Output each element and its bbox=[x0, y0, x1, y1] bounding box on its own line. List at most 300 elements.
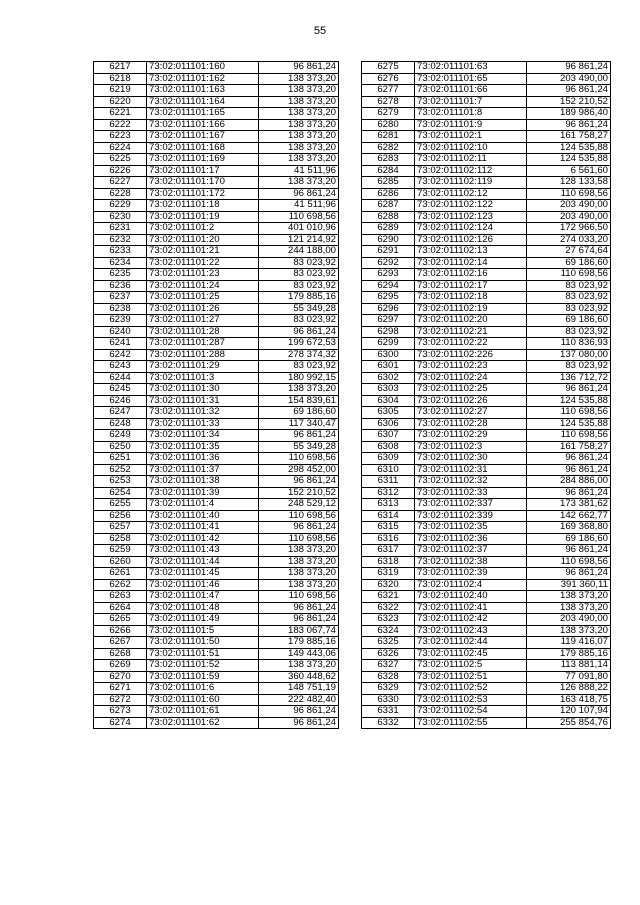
table-row bbox=[94, 418, 339, 430]
value-cell: 121 214,92 bbox=[259, 234, 339, 246]
table-row bbox=[362, 246, 611, 258]
row-number-cell: 6234 bbox=[94, 257, 147, 269]
row-number-cell: 6304 bbox=[362, 395, 415, 407]
right-table bbox=[361, 61, 611, 729]
row-number-cell: 6257 bbox=[94, 522, 147, 534]
value-cell: 110 836,93 bbox=[527, 338, 611, 350]
table-row bbox=[94, 326, 339, 338]
row-number-cell: 6277 bbox=[362, 85, 415, 97]
cadastral-number-cell: 73:02:011101:34 bbox=[147, 430, 259, 442]
cadastral-number-cell: 73:02:011102:123 bbox=[415, 211, 527, 223]
row-number-cell: 6264 bbox=[94, 602, 147, 614]
table-row bbox=[362, 556, 611, 568]
cadastral-number-cell: 73:02:011102:51 bbox=[415, 671, 527, 683]
table-row bbox=[94, 717, 339, 729]
cadastral-number-cell: 73:02:011101:66 bbox=[415, 85, 527, 97]
cadastral-number-cell: 73:02:011102:42 bbox=[415, 614, 527, 626]
table-row bbox=[362, 648, 611, 660]
row-number-cell: 6233 bbox=[94, 246, 147, 258]
cadastral-number-cell: 73:02:011101:167 bbox=[147, 131, 259, 143]
table-row bbox=[94, 154, 339, 166]
value-cell: 274 033,20 bbox=[527, 234, 611, 246]
value-cell: 154 839,61 bbox=[259, 395, 339, 407]
table-row bbox=[362, 234, 611, 246]
row-number-cell: 6282 bbox=[362, 142, 415, 154]
row-number-cell: 6279 bbox=[362, 108, 415, 120]
row-number-cell: 6239 bbox=[94, 315, 147, 327]
value-cell: 83 023,92 bbox=[259, 315, 339, 327]
value-cell: 179 885,16 bbox=[259, 637, 339, 649]
row-number-cell: 6285 bbox=[362, 177, 415, 189]
value-cell: 138 373,20 bbox=[259, 85, 339, 97]
value-cell: 152 210,52 bbox=[259, 487, 339, 499]
table-row bbox=[362, 568, 611, 580]
value-cell: 55 349,28 bbox=[259, 303, 339, 315]
value-cell: 96 861,24 bbox=[527, 545, 611, 557]
row-number-cell: 6303 bbox=[362, 384, 415, 396]
table-row bbox=[362, 303, 611, 315]
value-cell: 69 186,60 bbox=[259, 407, 339, 419]
row-number-cell: 6240 bbox=[94, 326, 147, 338]
table-row bbox=[362, 591, 611, 603]
table-row bbox=[362, 706, 611, 718]
cadastral-number-cell: 73:02:011101:162 bbox=[147, 73, 259, 85]
row-number-cell: 6300 bbox=[362, 349, 415, 361]
row-number-cell: 6250 bbox=[94, 441, 147, 453]
row-number-cell: 6320 bbox=[362, 579, 415, 591]
value-cell: 96 861,24 bbox=[527, 62, 611, 74]
value-cell: 96 861,24 bbox=[259, 476, 339, 488]
cadastral-number-cell: 73:02:011101:46 bbox=[147, 579, 259, 591]
value-cell: 83 023,92 bbox=[527, 280, 611, 292]
value-cell: 110 698,56 bbox=[259, 453, 339, 465]
table-row bbox=[362, 614, 611, 626]
cadastral-number-cell: 73:02:011102:44 bbox=[415, 637, 527, 649]
cadastral-number-cell: 73:02:011101:164 bbox=[147, 96, 259, 108]
table-row bbox=[94, 234, 339, 246]
table-row bbox=[362, 510, 611, 522]
cadastral-number-cell: 73:02:011101:35 bbox=[147, 441, 259, 453]
table-row bbox=[362, 269, 611, 281]
table-row bbox=[362, 154, 611, 166]
table-row bbox=[362, 407, 611, 419]
table-row bbox=[362, 372, 611, 384]
cadastral-number-cell: 73:02:011102:28 bbox=[415, 418, 527, 430]
row-number-cell: 6266 bbox=[94, 625, 147, 637]
table-row bbox=[94, 637, 339, 649]
table-row bbox=[94, 568, 339, 580]
table-row bbox=[362, 292, 611, 304]
table-row bbox=[94, 131, 339, 143]
cadastral-number-cell: 73:02:011102:13 bbox=[415, 246, 527, 258]
row-number-cell: 6295 bbox=[362, 292, 415, 304]
table-row bbox=[94, 349, 339, 361]
cadastral-number-cell: 73:02:011102:37 bbox=[415, 545, 527, 557]
row-number-cell: 6235 bbox=[94, 269, 147, 281]
cadastral-number-cell: 73:02:011102:29 bbox=[415, 430, 527, 442]
value-cell: 119 416,07 bbox=[527, 637, 611, 649]
value-cell: 203 490,00 bbox=[527, 614, 611, 626]
row-number-cell: 6281 bbox=[362, 131, 415, 143]
value-cell: 138 373,20 bbox=[259, 384, 339, 396]
cadastral-number-cell: 73:02:011102:12 bbox=[415, 188, 527, 200]
table-row bbox=[362, 533, 611, 545]
cadastral-number-cell: 73:02:011101:163 bbox=[147, 85, 259, 97]
row-number-cell: 6310 bbox=[362, 464, 415, 476]
value-cell: 83 023,92 bbox=[527, 292, 611, 304]
cadastral-number-cell: 73:02:011101:166 bbox=[147, 119, 259, 131]
row-number-cell: 6290 bbox=[362, 234, 415, 246]
table-row bbox=[94, 556, 339, 568]
cadastral-number-cell: 73:02:011101:23 bbox=[147, 269, 259, 281]
row-number-cell: 6268 bbox=[94, 648, 147, 660]
row-number-cell: 6217 bbox=[94, 62, 147, 74]
row-number-cell: 6271 bbox=[94, 683, 147, 695]
value-cell: 69 186,60 bbox=[527, 533, 611, 545]
cadastral-number-cell: 73:02:011101:30 bbox=[147, 384, 259, 396]
table-row bbox=[94, 671, 339, 683]
row-number-cell: 6225 bbox=[94, 154, 147, 166]
value-cell: 96 861,24 bbox=[259, 614, 339, 626]
cadastral-number-cell: 73:02:011102:112 bbox=[415, 165, 527, 177]
value-cell: 124 535,88 bbox=[527, 418, 611, 430]
table-row bbox=[362, 73, 611, 85]
row-number-cell: 6317 bbox=[362, 545, 415, 557]
value-cell: 180 992,15 bbox=[259, 372, 339, 384]
row-number-cell: 6297 bbox=[362, 315, 415, 327]
value-cell: 96 861,24 bbox=[527, 85, 611, 97]
table-row bbox=[362, 165, 611, 177]
table-row bbox=[362, 522, 611, 534]
cadastral-number-cell: 73:02:011102:337 bbox=[415, 499, 527, 511]
table-row bbox=[362, 464, 611, 476]
value-cell: 203 490,00 bbox=[527, 200, 611, 212]
row-number-cell: 6224 bbox=[94, 142, 147, 154]
row-number-cell: 6218 bbox=[94, 73, 147, 85]
row-number-cell: 6301 bbox=[362, 361, 415, 373]
table-row bbox=[94, 384, 339, 396]
table-row bbox=[94, 694, 339, 706]
value-cell: 110 698,56 bbox=[527, 269, 611, 281]
row-number-cell: 6313 bbox=[362, 499, 415, 511]
value-cell: 183 067,74 bbox=[259, 625, 339, 637]
cadastral-number-cell: 73:02:011101:63 bbox=[415, 62, 527, 74]
value-cell: 27 674,64 bbox=[527, 246, 611, 258]
row-number-cell: 6220 bbox=[94, 96, 147, 108]
value-cell: 138 373,20 bbox=[259, 556, 339, 568]
value-cell: 77 091,80 bbox=[527, 671, 611, 683]
cadastral-number-cell: 73:02:011102:17 bbox=[415, 280, 527, 292]
cadastral-number-cell: 73:02:011101:6 bbox=[147, 683, 259, 695]
table-row bbox=[362, 637, 611, 649]
value-cell: 110 698,56 bbox=[527, 430, 611, 442]
table-row bbox=[94, 257, 339, 269]
row-number-cell: 6316 bbox=[362, 533, 415, 545]
value-cell: 124 535,88 bbox=[527, 154, 611, 166]
cadastral-number-cell: 73:02:011102:33 bbox=[415, 487, 527, 499]
value-cell: 117 340,47 bbox=[259, 418, 339, 430]
row-number-cell: 6242 bbox=[94, 349, 147, 361]
value-cell: 41 511,96 bbox=[259, 200, 339, 212]
cadastral-number-cell: 73:02:011101:288 bbox=[147, 349, 259, 361]
table-row bbox=[94, 591, 339, 603]
table-row bbox=[362, 545, 611, 557]
table-row bbox=[362, 349, 611, 361]
row-number-cell: 6307 bbox=[362, 430, 415, 442]
row-number-cell: 6241 bbox=[94, 338, 147, 350]
row-number-cell: 6278 bbox=[362, 96, 415, 108]
cadastral-number-cell: 73:02:011101:52 bbox=[147, 660, 259, 672]
value-cell: 161 758,27 bbox=[527, 441, 611, 453]
value-cell: 137 080,00 bbox=[527, 349, 611, 361]
cadastral-number-cell: 73:02:011102:124 bbox=[415, 223, 527, 235]
cadastral-number-cell: 73:02:011101:3 bbox=[147, 372, 259, 384]
value-cell: 96 861,24 bbox=[259, 430, 339, 442]
table-row bbox=[94, 487, 339, 499]
left-table bbox=[93, 61, 339, 729]
row-number-cell: 6249 bbox=[94, 430, 147, 442]
value-cell: 203 490,00 bbox=[527, 73, 611, 85]
table-row bbox=[362, 62, 611, 74]
row-number-cell: 6289 bbox=[362, 223, 415, 235]
cadastral-number-cell: 73:02:011101:2 bbox=[147, 223, 259, 235]
cadastral-number-cell: 73:02:011101:165 bbox=[147, 108, 259, 120]
row-number-cell: 6237 bbox=[94, 292, 147, 304]
cadastral-number-cell: 73:02:011102:40 bbox=[415, 591, 527, 603]
value-cell: 110 698,56 bbox=[259, 533, 339, 545]
row-number-cell: 6329 bbox=[362, 683, 415, 695]
cadastral-number-cell: 73:02:011102:35 bbox=[415, 522, 527, 534]
table-row bbox=[94, 165, 339, 177]
cadastral-number-cell: 73:02:011102:10 bbox=[415, 142, 527, 154]
table-row bbox=[94, 280, 339, 292]
table-row bbox=[94, 453, 339, 465]
cadastral-number-cell: 73:02:011101:50 bbox=[147, 637, 259, 649]
value-cell: 83 023,92 bbox=[527, 326, 611, 338]
row-number-cell: 6315 bbox=[362, 522, 415, 534]
value-cell: 172 966,50 bbox=[527, 223, 611, 235]
cadastral-number-cell: 73:02:011102:39 bbox=[415, 568, 527, 580]
value-cell: 96 861,24 bbox=[259, 522, 339, 534]
cadastral-number-cell: 73:02:011101:7 bbox=[415, 96, 527, 108]
cadastral-number-cell: 73:02:011101:26 bbox=[147, 303, 259, 315]
cadastral-number-cell: 73:02:011102:4 bbox=[415, 579, 527, 591]
row-number-cell: 6286 bbox=[362, 188, 415, 200]
table-row bbox=[94, 407, 339, 419]
table-row bbox=[94, 602, 339, 614]
cadastral-number-cell: 73:02:011101:172 bbox=[147, 188, 259, 200]
table-row bbox=[362, 223, 611, 235]
table-row bbox=[94, 361, 339, 373]
table-row bbox=[362, 476, 611, 488]
table-row bbox=[94, 579, 339, 591]
value-cell: 142 662,77 bbox=[527, 510, 611, 522]
cadastral-number-cell: 73:02:011102:25 bbox=[415, 384, 527, 396]
cadastral-number-cell: 73:02:011101:60 bbox=[147, 694, 259, 706]
value-cell: 138 373,20 bbox=[259, 96, 339, 108]
table-row bbox=[94, 683, 339, 695]
value-cell: 138 373,20 bbox=[259, 142, 339, 154]
cadastral-number-cell: 73:02:011102:31 bbox=[415, 464, 527, 476]
table-row bbox=[94, 303, 339, 315]
value-cell: 138 373,20 bbox=[259, 131, 339, 143]
cadastral-number-cell: 73:02:011102:19 bbox=[415, 303, 527, 315]
value-cell: 244 188,00 bbox=[259, 246, 339, 258]
cadastral-number-cell: 73:02:011101:39 bbox=[147, 487, 259, 499]
table-row bbox=[362, 338, 611, 350]
row-number-cell: 6305 bbox=[362, 407, 415, 419]
row-number-cell: 6252 bbox=[94, 464, 147, 476]
row-number-cell: 6322 bbox=[362, 602, 415, 614]
cadastral-number-cell: 73:02:011102:126 bbox=[415, 234, 527, 246]
value-cell: 173 381,62 bbox=[527, 499, 611, 511]
table-row bbox=[94, 142, 339, 154]
cadastral-number-cell: 73:02:011102:45 bbox=[415, 648, 527, 660]
cadastral-number-cell: 73:02:011102:23 bbox=[415, 361, 527, 373]
value-cell: 96 861,24 bbox=[259, 706, 339, 718]
value-cell: 110 698,56 bbox=[527, 188, 611, 200]
cadastral-number-cell: 73:02:011101:27 bbox=[147, 315, 259, 327]
cadastral-number-cell: 73:02:011101:20 bbox=[147, 234, 259, 246]
value-cell: 138 373,20 bbox=[527, 625, 611, 637]
row-number-cell: 6287 bbox=[362, 200, 415, 212]
value-cell: 120 107,94 bbox=[527, 706, 611, 718]
cadastral-number-cell: 73:02:011102:5 bbox=[415, 660, 527, 672]
row-number-cell: 6276 bbox=[362, 73, 415, 85]
table-row bbox=[362, 683, 611, 695]
cadastral-number-cell: 73:02:011101:21 bbox=[147, 246, 259, 258]
row-number-cell: 6275 bbox=[362, 62, 415, 74]
value-cell: 138 373,20 bbox=[259, 154, 339, 166]
cadastral-number-cell: 73:02:011102:122 bbox=[415, 200, 527, 212]
cadastral-number-cell: 73:02:011101:8 bbox=[415, 108, 527, 120]
cadastral-number-cell: 73:02:011101:41 bbox=[147, 522, 259, 534]
row-number-cell: 6328 bbox=[362, 671, 415, 683]
row-number-cell: 6246 bbox=[94, 395, 147, 407]
cadastral-number-cell: 73:02:011101:168 bbox=[147, 142, 259, 154]
row-number-cell: 6238 bbox=[94, 303, 147, 315]
cadastral-number-cell: 73:02:011102:22 bbox=[415, 338, 527, 350]
row-number-cell: 6306 bbox=[362, 418, 415, 430]
value-cell: 110 698,56 bbox=[259, 211, 339, 223]
value-cell: 55 349,28 bbox=[259, 441, 339, 453]
value-cell: 152 210,52 bbox=[527, 96, 611, 108]
cadastral-number-cell: 73:02:011101:17 bbox=[147, 165, 259, 177]
value-cell: 138 373,20 bbox=[259, 579, 339, 591]
row-number-cell: 6294 bbox=[362, 280, 415, 292]
value-cell: 401 010,96 bbox=[259, 223, 339, 235]
table-row bbox=[94, 177, 339, 189]
table-row bbox=[94, 73, 339, 85]
cadastral-number-cell: 73:02:011102:38 bbox=[415, 556, 527, 568]
value-cell: 284 886,00 bbox=[527, 476, 611, 488]
value-cell: 110 698,56 bbox=[259, 591, 339, 603]
row-number-cell: 6227 bbox=[94, 177, 147, 189]
row-number-cell: 6244 bbox=[94, 372, 147, 384]
row-number-cell: 6221 bbox=[94, 108, 147, 120]
row-number-cell: 6331 bbox=[362, 706, 415, 718]
table-row bbox=[94, 85, 339, 97]
cadastral-number-cell: 73:02:011102:52 bbox=[415, 683, 527, 695]
cadastral-number-cell: 73:02:011102:55 bbox=[415, 717, 527, 729]
table-row bbox=[362, 108, 611, 120]
row-number-cell: 6318 bbox=[362, 556, 415, 568]
value-cell: 278 374,32 bbox=[259, 349, 339, 361]
value-cell: 138 373,20 bbox=[259, 73, 339, 85]
row-number-cell: 6327 bbox=[362, 660, 415, 672]
value-cell: 161 758,27 bbox=[527, 131, 611, 143]
cadastral-number-cell: 73:02:011101:45 bbox=[147, 568, 259, 580]
table-row bbox=[94, 269, 339, 281]
row-number-cell: 6223 bbox=[94, 131, 147, 143]
row-number-cell: 6311 bbox=[362, 476, 415, 488]
value-cell: 138 373,20 bbox=[259, 568, 339, 580]
value-cell: 69 186,60 bbox=[527, 315, 611, 327]
row-number-cell: 6232 bbox=[94, 234, 147, 246]
row-number-cell: 6262 bbox=[94, 579, 147, 591]
value-cell: 128 133,58 bbox=[527, 177, 611, 189]
table-row bbox=[94, 533, 339, 545]
value-cell: 96 861,24 bbox=[527, 487, 611, 499]
row-number-cell: 6253 bbox=[94, 476, 147, 488]
table-row bbox=[94, 441, 339, 453]
value-cell: 138 373,20 bbox=[259, 119, 339, 131]
value-cell: 138 373,20 bbox=[259, 660, 339, 672]
table-row bbox=[362, 280, 611, 292]
row-number-cell: 6269 bbox=[94, 660, 147, 672]
table-row bbox=[362, 119, 611, 131]
table-row bbox=[94, 292, 339, 304]
cadastral-number-cell: 73:02:011102:339 bbox=[415, 510, 527, 522]
value-cell: 391 360,11 bbox=[527, 579, 611, 591]
value-cell: 83 023,92 bbox=[259, 257, 339, 269]
value-cell: 69 186,60 bbox=[527, 257, 611, 269]
value-cell: 110 698,56 bbox=[527, 407, 611, 419]
row-number-cell: 6302 bbox=[362, 372, 415, 384]
table-row bbox=[362, 177, 611, 189]
cadastral-number-cell: 73:02:011101:32 bbox=[147, 407, 259, 419]
value-cell: 83 023,92 bbox=[259, 269, 339, 281]
cadastral-number-cell: 73:02:011101:170 bbox=[147, 177, 259, 189]
value-cell: 6 561,60 bbox=[527, 165, 611, 177]
cadastral-number-cell: 73:02:011101:28 bbox=[147, 326, 259, 338]
row-number-cell: 6299 bbox=[362, 338, 415, 350]
table-row bbox=[94, 522, 339, 534]
page-number: 55 bbox=[313, 25, 327, 37]
table-row bbox=[94, 430, 339, 442]
row-number-cell: 6219 bbox=[94, 85, 147, 97]
table-row bbox=[362, 200, 611, 212]
table-row bbox=[94, 372, 339, 384]
value-cell: 138 373,20 bbox=[259, 545, 339, 557]
value-cell: 96 861,24 bbox=[259, 602, 339, 614]
table-row bbox=[94, 119, 339, 131]
row-number-cell: 6330 bbox=[362, 694, 415, 706]
cadastral-number-cell: 73:02:011101:31 bbox=[147, 395, 259, 407]
row-number-cell: 6273 bbox=[94, 706, 147, 718]
table-row bbox=[94, 211, 339, 223]
cadastral-number-cell: 73:02:011101:160 bbox=[147, 62, 259, 74]
row-number-cell: 6263 bbox=[94, 591, 147, 603]
table-row bbox=[362, 602, 611, 614]
cadastral-number-cell: 73:02:011101:287 bbox=[147, 338, 259, 350]
value-cell: 83 023,92 bbox=[259, 361, 339, 373]
cadastral-number-cell: 73:02:011101:37 bbox=[147, 464, 259, 476]
value-cell: 96 861,24 bbox=[527, 119, 611, 131]
row-number-cell: 6309 bbox=[362, 453, 415, 465]
value-cell: 199 672,53 bbox=[259, 338, 339, 350]
row-number-cell: 6288 bbox=[362, 211, 415, 223]
